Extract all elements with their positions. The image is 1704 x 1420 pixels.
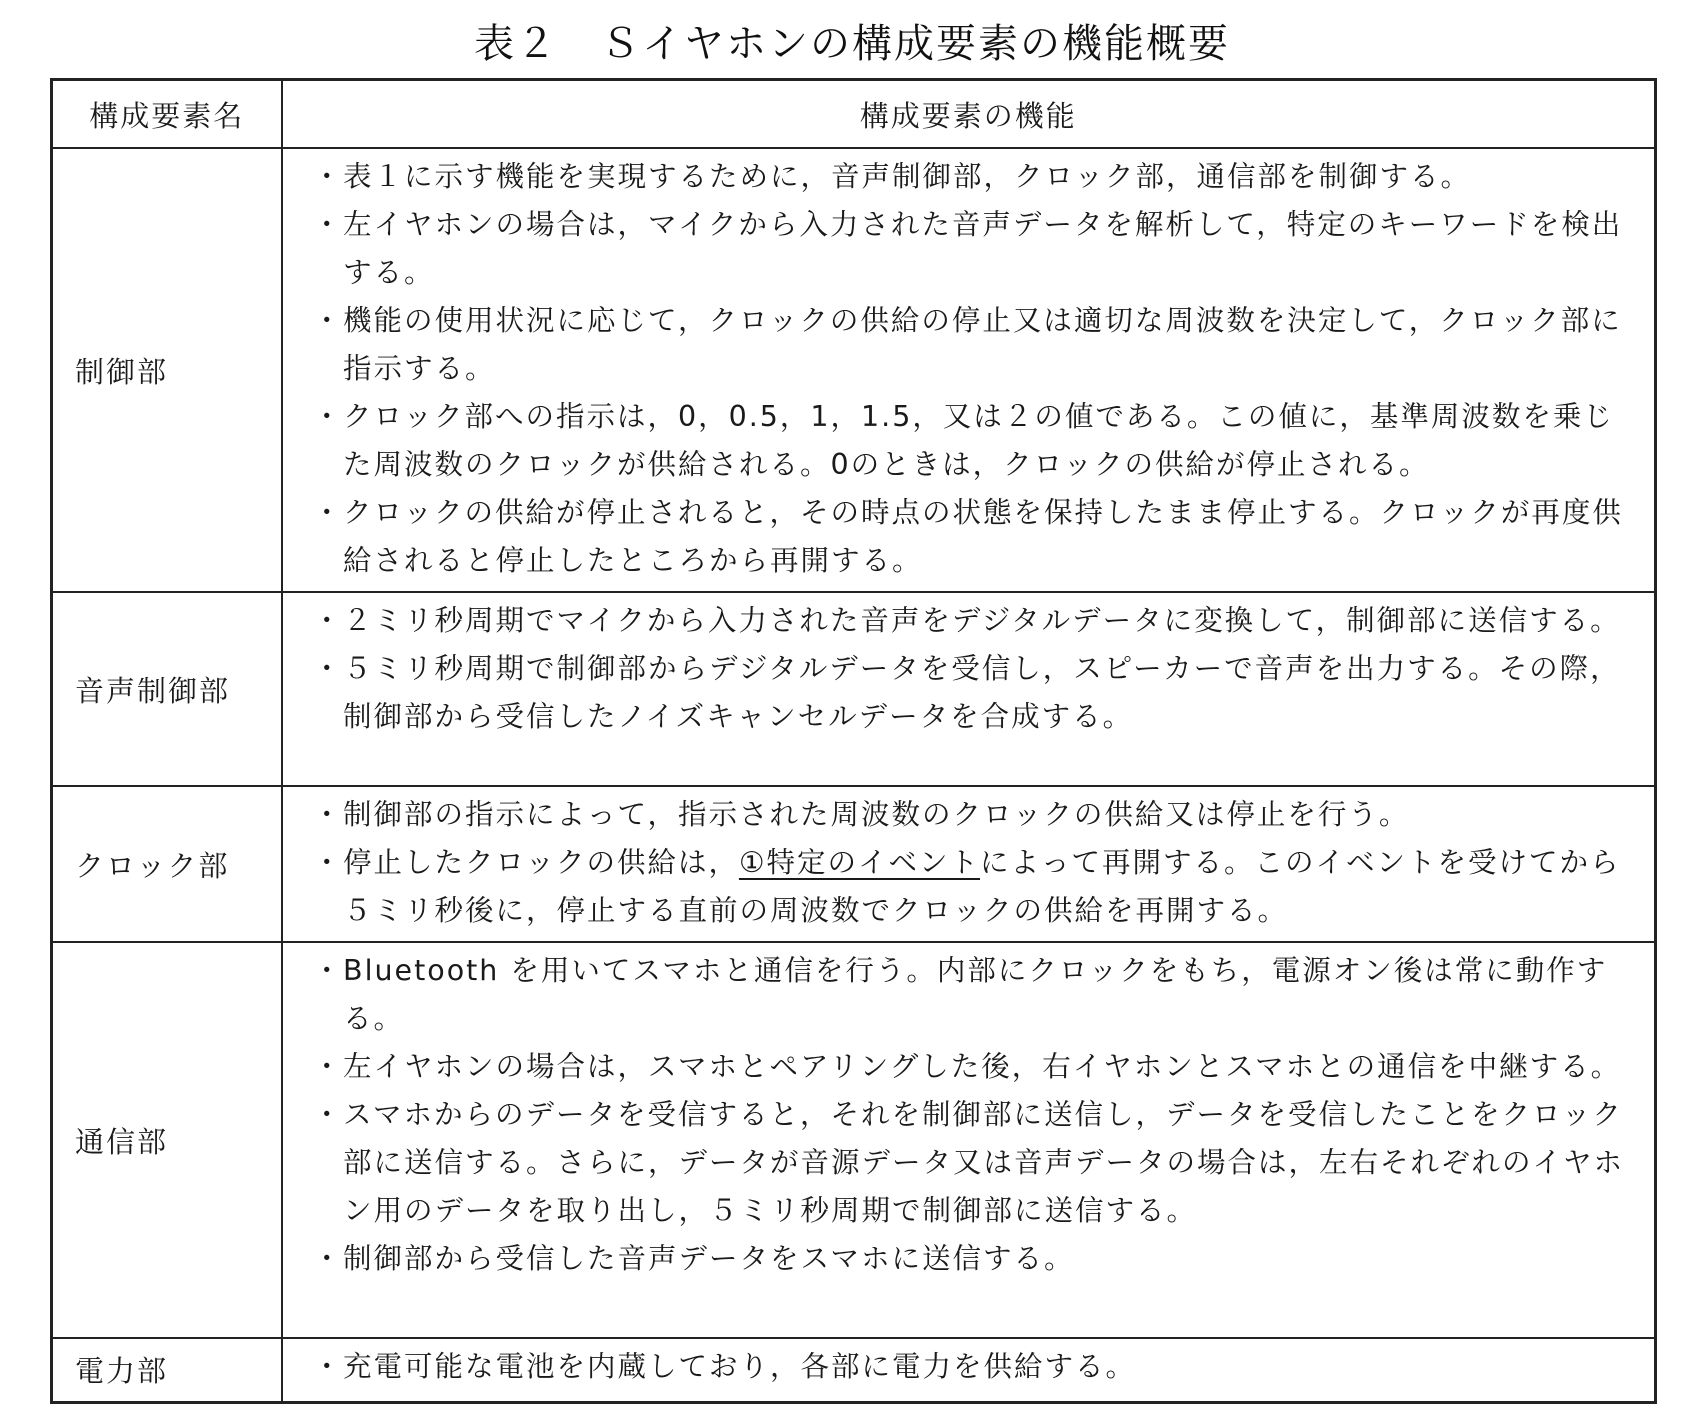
function-text-after: によって再開する。このイベントを受けてから５ミリ秒後に，停止する直前の周波数でクロックの供給を再開する。 [343,846,1621,927]
function-item [313,597,1627,645]
function-text: 表１に示す機能を実現するために，音声制御部，クロック部，通信部を制御する。 [343,160,1471,193]
bullet-mark: ・ [312,1050,344,1083]
function-item [313,489,1627,585]
function-text: ２ミリ秒周期でマイクから入力された音声をデジタルデータに変換して，制御部に送信する。 [343,604,1621,637]
function-text: 左イヤホンの場合は，スマホとペアリングした後，右イヤホンとスマホとの通信を中継する。 [343,1050,1622,1083]
page-title: 表２ Ｓイヤホンの構成要素の機能概要 [474,21,1230,67]
function-item [313,791,1627,839]
function-text: クロック部への指示は，0，0.5，1，1.5，又は２の値である。この値に，基準周波数を乗じた周波数のクロックが供給される。0のときは，クロックの供給が停止される。 [343,400,1614,481]
function-text-before: 停止したクロックの供給は， [343,846,739,879]
component-name: 通信部 [52,942,282,1338]
function-item [313,201,1627,297]
function-item [313,839,1627,935]
header-component-name: 構成要素名 [52,80,282,149]
function-item [313,297,1627,393]
bullet-mark: ・ [312,1350,344,1383]
bullet-mark: ・ [312,1242,344,1275]
function-text: 制御部から受信した音声データをスマホに送信する。 [343,1242,1075,1275]
function-item [313,393,1627,489]
function-text: クロックの供給が停止されると，その時点の状態を保持したまま停止する。クロックが再度供給されると停止したところから再開する。 [343,496,1623,577]
bullet-mark: ・ [312,208,344,241]
component-function [282,786,1656,942]
function-text: 左イヤホンの場合は，マイクから入力された音声データを解析して，特定のキーワードを検出する。 [343,208,1623,289]
function-item [313,153,1627,201]
bullet-mark: ・ [312,604,344,637]
bullet-mark: ・ [312,304,344,337]
function-text: ５ミリ秒周期で制御部からデジタルデータを受信し，スピーカーで音声を出力する。その際，制御部から受信したノイズキャンセルデータを合成する。 [343,652,1621,733]
function-item [313,645,1627,741]
function-text: スマホからのデータを受信すると，それを制御部に送信し，データを受信したことをクロック部に送信する。さらに，データが音源データ又は音声データの場合は，左右それぞれのイヤホン用のデータを取り出し，５ミリ秒周期で制御部に送信する。 [343,1098,1625,1227]
function-text: 充電可能な電池を内蔵しており，各部に電力を供給する。 [343,1350,1137,1383]
table-row-communication-unit [52,942,1656,1338]
bullet-mark: ・ [312,400,344,433]
component-name: クロック部 [52,786,282,942]
table-header-row [52,80,1656,149]
component-function [282,592,1656,786]
component-function [282,942,1656,1338]
bullet-mark: ・ [312,160,344,193]
function-item [313,947,1627,1043]
bullet-mark: ・ [312,798,344,831]
table-row-control-unit [52,148,1656,592]
bullet-mark: ・ [312,1098,344,1131]
function-item [313,1235,1627,1283]
table-row-power-unit [52,1338,1656,1402]
component-function [282,1338,1656,1402]
component-name: 電力部 [52,1338,282,1402]
underlined-event-reference: ①特定のイベント [738,846,981,879]
component-function [282,148,1656,592]
function-text [343,839,1626,935]
component-function-table [50,78,1657,1404]
bullet-mark: ・ [312,954,344,987]
component-name: 制御部 [52,148,282,592]
component-name: 音声制御部 [52,592,282,786]
bullet-mark: ・ [312,652,344,685]
function-text: 機能の使用状況に応じて，クロックの供給の停止又は適切な周波数を決定して，クロック部に指示する。 [343,304,1622,385]
table-row-audio-control-unit [52,592,1656,786]
bullet-mark: ・ [312,846,344,879]
header-component-function: 構成要素の機能 [282,80,1656,149]
table-row-clock-unit [52,786,1656,942]
function-item [313,1043,1627,1091]
bullet-mark: ・ [312,496,344,529]
function-text: Bluetooth を用いてスマホと通信を行う。内部にクロックをもち，電源オン後は常に動作する。 [343,954,1608,1035]
function-item [313,1343,1627,1391]
function-item [313,1091,1627,1235]
function-text: 制御部の指示によって，指示された周波数のクロックの供給又は停止を行う。 [343,798,1410,831]
